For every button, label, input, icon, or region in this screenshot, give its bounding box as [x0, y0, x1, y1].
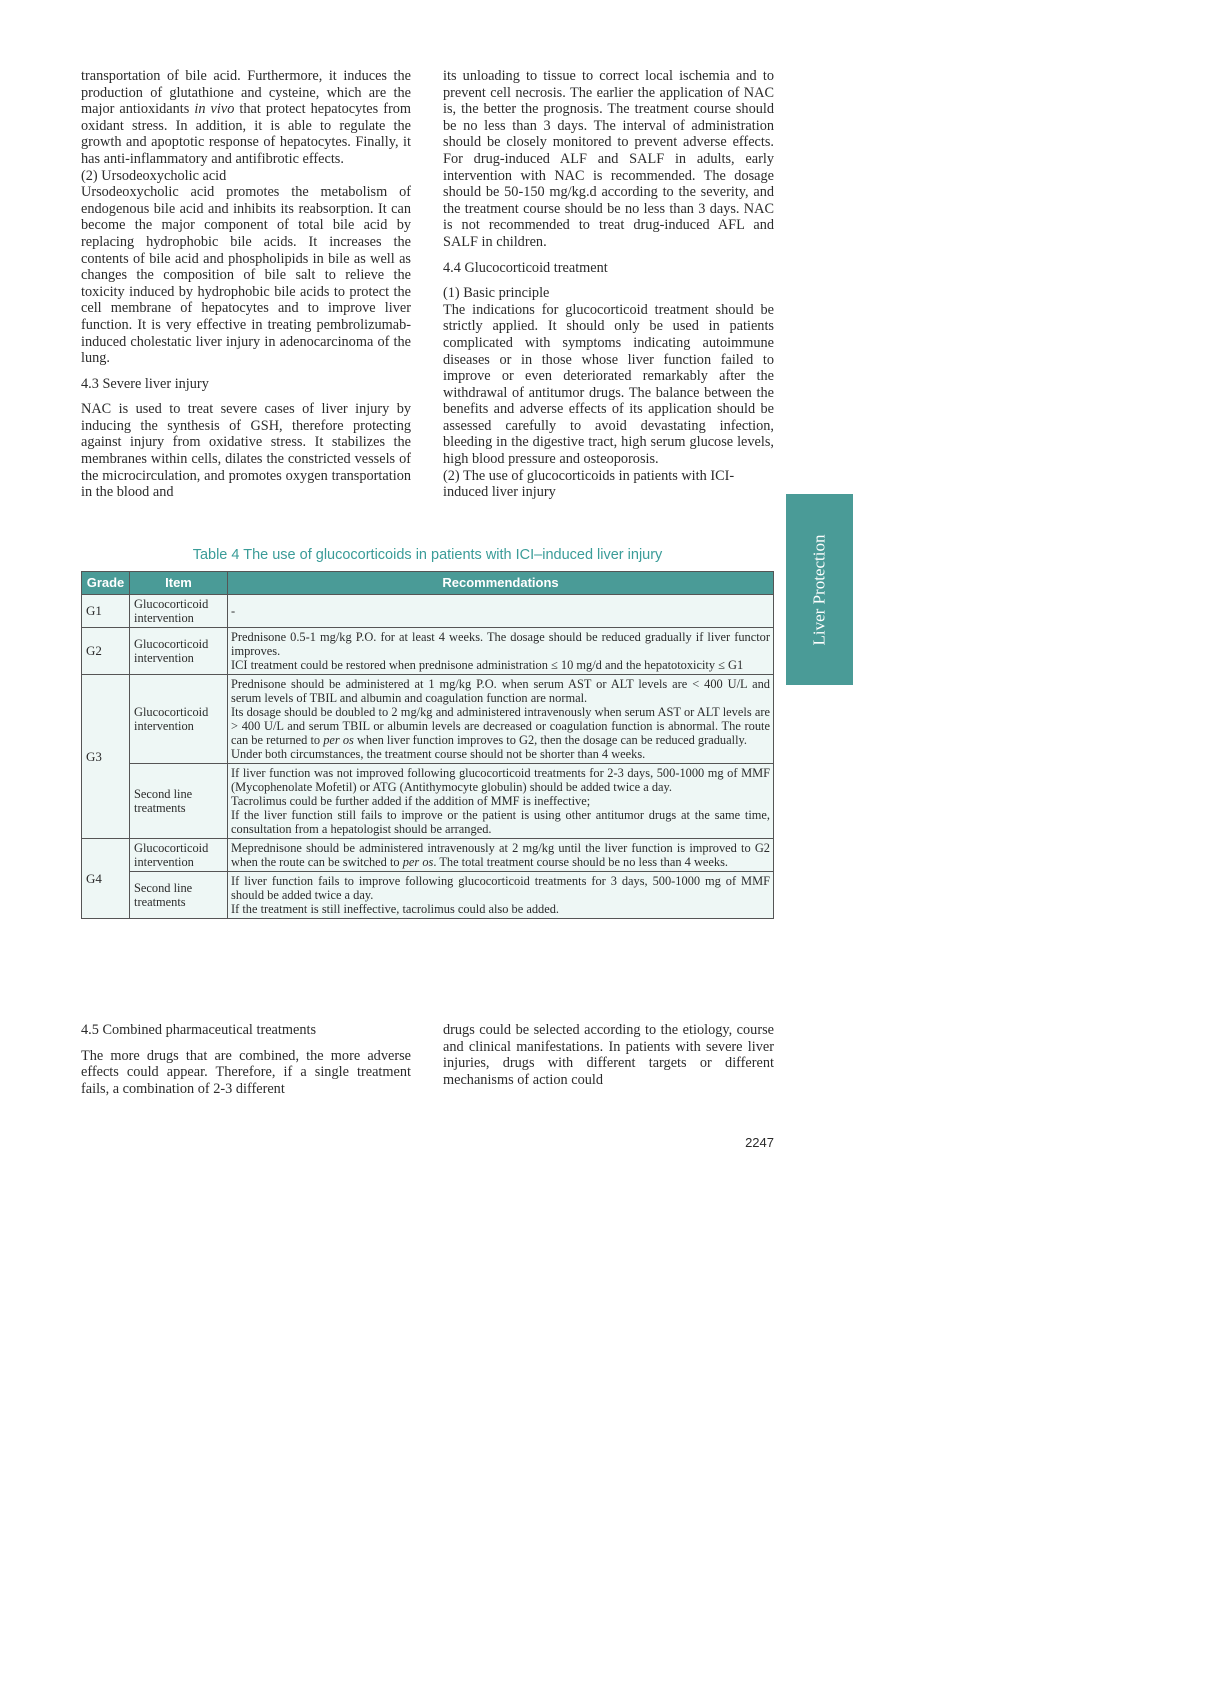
recommendation-line: -: [231, 604, 236, 618]
recommendation-cell: [228, 628, 774, 675]
body-paragraph: NAC is used to treat severe cases of liver injury by inducing the synthesis of GSH, therefore protecting against injury from oxidative stress. It stabilizes the membranes within cells, dilates the constricted vessels of the microcirculation, and promotes oxygen transportation in the blood and: [81, 401, 411, 501]
body-paragraph: The indications for glucocorticoid treatment should be strictly applied. It should only be used in patients complicated with symptoms indicating autoimmune diseases or in those whose liver function failed to improve or even deteriorated remarkably after the withdrawal of antitumor drugs. The balance between the benefits and adverse effects of its application should be assessed carefully to avoid devastating infection, bleeding in the digestive tract, high serum glucose levels, high blood pressure and osteoporosis.: [443, 301, 774, 468]
recommendation-line: Prednisone should be administered at 1 mg/kg P.O. when serum AST or ALT levels are < 400 U/L and serum levels of TBIL and albumin and coagulation function are normal.: [231, 677, 770, 705]
item-cell: Glucocorticoid intervention: [130, 839, 228, 872]
grade-cell: G2: [82, 628, 130, 675]
side-tab-label: Liver Protection: [809, 534, 829, 645]
recommendation-line: If liver function was not improved following glucocorticoid treatments for 2-3 days, 500-1000 mg of MMF (Mycophenolate Mofetil) or ATG (Antithymocyte globulin) should be added twice a day.: [231, 766, 770, 794]
table-row: [82, 675, 774, 764]
header-grade: Grade: [82, 572, 130, 595]
body-paragraph: The more drugs that are combined, the more adverse effects could appear. Therefore, if a single treatment fails, a combination of 2-3 different: [81, 1047, 411, 1097]
table-header-row: [82, 572, 774, 595]
body-paragraph: its unloading to tissue to correct local ischemia and to prevent cell necrosis. The earlier the application of NAC is, the better the prognosis. The treatment course should be no less than 3 days. The interval of administration should be closely monitored to prevent adverse effects. For drug-induced ALF and SALF in adults, early intervention with NAC is recommended. The dosage should be 50-150 mg/kg.d according to the severity, and the treatment course should be no less than 3 days. NAC is not recommended to treat drug-induced AFL and SALF in children.: [443, 68, 774, 250]
recommendation-line: ICI treatment could be restored when prednisone administration ≤ 10 mg/d and the hepatotoxicity ≤ G1: [231, 658, 744, 672]
recommendation-line: If the liver function still fails to improve or the patient is using other antitumor drugs at the same time, consultation from a hepatologist should be arranged.: [231, 808, 770, 836]
glucocorticoid-table: [81, 571, 774, 919]
item-cell: Glucocorticoid intervention: [130, 628, 228, 675]
item-cell: Glucocorticoid intervention: [130, 675, 228, 764]
right-column-top: [443, 68, 774, 501]
section-heading: 4.3 Severe liver injury: [81, 375, 209, 392]
left-column-top: [81, 68, 411, 501]
recommendation-line: If the treatment is still ineffective, tacrolimus could also be added.: [231, 902, 560, 916]
recommendation-line: If liver function fails to improve following glucocorticoid treatments for 3 days, 500-1000 mg of MMF should be added twice a day.: [231, 874, 770, 902]
recommendation-line: Its dosage should be doubled to 2 mg/kg and administered intravenously when serum AST or ALT levels are > 400 U/L and serum TBIL or albumin levels are decreased or coagulation function is abnormal. The route can be returned to per os when liver function improves to G2, then the dosage can be reduced gradually.: [231, 705, 770, 747]
section-side-tab: [786, 494, 853, 685]
recommendation-cell: [228, 595, 774, 628]
table-row: [82, 764, 774, 839]
section-heading: 4.4 Glucocorticoid treatment: [443, 259, 608, 276]
grade-cell: G4: [82, 839, 130, 919]
subheading: (1) Basic principle: [443, 285, 550, 302]
body-paragraph: transportation of bile acid. Furthermore, it induces the production of glutathione and cysteine, which are the major antioxidants in vivo that protect hepatocytes from oxidant stress. In addition, it is able to regulate the growth and apoptotic response of hepatocytes. Finally, it has anti-inflammatory and antifibrotic effects.: [81, 68, 411, 167]
recommendation-cell: [228, 872, 774, 919]
left-column-bottom: [81, 1022, 411, 1097]
body-paragraph: drugs could be selected according to the etiology, course and clinical manifestations. In patients with severe liver injuries, drugs with different targets or different mechanisms of action could: [443, 1022, 774, 1088]
table-row: [82, 628, 774, 675]
recommendation-line: Prednisone 0.5-1 mg/kg P.O. for at least 4 weeks. The dosage should be reduced gradually if liver functor improves.: [231, 630, 770, 658]
table-caption: Table 4 The use of glucocorticoids in patients with ICI–induced liver injury: [192, 547, 663, 563]
table-body: [82, 595, 774, 919]
table-row: [82, 839, 774, 872]
recommendation-line: Under both circumstances, the treatment course should not be shorter than 4 weeks.: [231, 747, 646, 761]
table-row: [82, 872, 774, 919]
right-column-bottom: [443, 1022, 774, 1088]
grade-cell: G1: [82, 595, 130, 628]
item-cell: Glucocorticoid intervention: [130, 595, 228, 628]
recommendation-cell: [228, 675, 774, 764]
subheading: (2) The use of glucocorticoids in patients with ICI-induced liver injury: [443, 467, 735, 501]
header-item: Item: [130, 572, 228, 595]
recommendation-line: Tacrolimus could be further added if the addition of MMF is ineffective;: [231, 794, 591, 808]
item-cell: Second line treatments: [130, 764, 228, 839]
section-heading: 4.5 Combined pharmaceutical treatments: [81, 1022, 317, 1038]
table-row: [82, 595, 774, 628]
grade-cell: G3: [82, 675, 130, 839]
item-cell: Second line treatments: [130, 872, 228, 919]
recommendation-line: Meprednisone should be administered intravenously at 2 mg/kg until the liver function is improved to G2 when the route can be switched to per os. The total treatment course should be no less than 4 weeks.: [231, 841, 770, 869]
page-number: 2247: [745, 1135, 774, 1150]
body-paragraph: Ursodeoxycholic acid promotes the metabolism of endogenous bile acid and inhibits its reabsorption. It can become the major component of total bile acid by replacing hydrophobic bile acids. It increases the contents of bile acid and phospholipids in bile as well as changes the composition of bile salt to relieve the toxicity induced by hydrophobic bile acids to protect the cell membrane of hepatocytes and to improve liver function. It is very effective in treating pembrolizumab-induced cholestatic liver injury in adenocarcinoma of the lung.: [81, 184, 411, 367]
header-recommendations: Recommendations: [228, 572, 774, 595]
recommendation-cell: [228, 764, 774, 839]
recommendation-cell: [228, 839, 774, 872]
subheading: (2) Ursodeoxycholic acid: [81, 167, 227, 184]
